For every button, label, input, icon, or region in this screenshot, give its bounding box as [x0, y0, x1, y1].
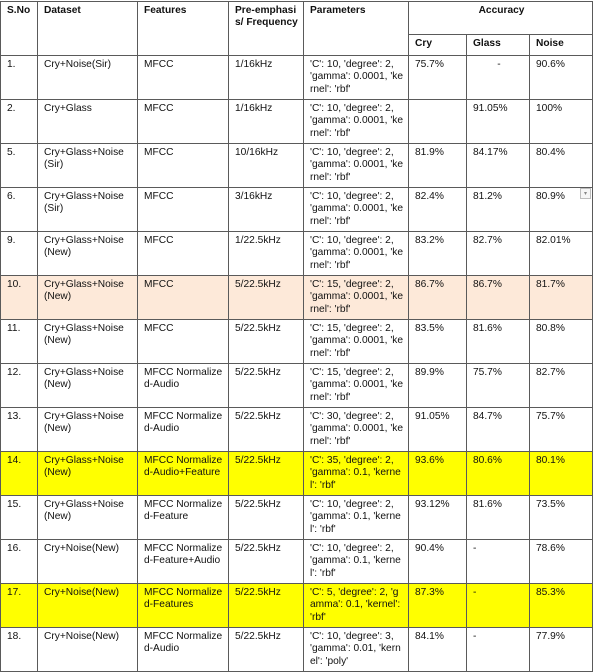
cell-glass: - [467, 584, 530, 628]
cell-frequency: 5/22.5kHz [229, 452, 304, 496]
cell-features: MFCC [138, 320, 229, 364]
header-sno: S.No [1, 2, 38, 56]
cell-glass: - [467, 540, 530, 584]
cell-sno: 13. [1, 408, 38, 452]
cell-sno: 6. [1, 188, 38, 232]
cell-sno: 14. [1, 452, 38, 496]
cell-cry: 83.2% [409, 232, 467, 276]
header-dataset: Dataset [38, 2, 138, 56]
table-row-highlighted [1, 452, 593, 496]
cell-frequency: 5/22.5kHz [229, 408, 304, 452]
results-table [0, 1, 593, 672]
cell-dataset: Cry+Glass+Noise(New) [38, 364, 138, 408]
cell-parameters: 'C': 10, 'degree': 2, 'gamma': 0.0001, 'kernel': 'rbf' [304, 144, 409, 188]
cell-noise: 82.01% [530, 232, 593, 276]
header-glass: Glass [467, 35, 530, 56]
table-row [1, 232, 593, 276]
cell-cry [409, 100, 467, 144]
cell-cry: 84.1% [409, 628, 467, 672]
cell-noise: 81.7% [530, 276, 593, 320]
cell-parameters: 'C': 5, 'degree': 2, 'gamma': 0.1, 'kernel': 'rbf' [304, 584, 409, 628]
cell-noise: 80.8% [530, 320, 593, 364]
cell-dataset: Cry+Glass+Noise(New) [38, 408, 138, 452]
cell-parameters: 'C': 10, 'degree': 2, 'gamma': 0.0001, 'kernel': 'rbf' [304, 100, 409, 144]
cell-frequency: 5/22.5kHz [229, 276, 304, 320]
cell-sno: 17. [1, 584, 38, 628]
cell-frequency: 3/16kHz [229, 188, 304, 232]
cell-cry: 93.6% [409, 452, 467, 496]
cell-dataset: Cry+Noise(New) [38, 628, 138, 672]
cell-features: MFCC Normalized-Feature+Audio [138, 540, 229, 584]
table-row [1, 496, 593, 540]
cell-cry: 86.7% [409, 276, 467, 320]
cell-frequency: 1/22.5kHz [229, 232, 304, 276]
cell-noise: 85.3% [530, 584, 593, 628]
cell-features: MFCC [138, 144, 229, 188]
table-row [1, 540, 593, 584]
cell-frequency: 5/22.5kHz [229, 364, 304, 408]
column-resize-handle-icon[interactable]: ▾ [580, 188, 591, 199]
cell-noise: 100% [530, 100, 593, 144]
cell-dataset: Cry+Glass+Noise(New) [38, 320, 138, 364]
cell-features: MFCC [138, 232, 229, 276]
cell-dataset: Cry+Noise(Sir) [38, 56, 138, 100]
cell-noise: 73.5% [530, 496, 593, 540]
cell-noise: 77.9% [530, 628, 593, 672]
cell-dataset: Cry+Glass+Noise(New) [38, 496, 138, 540]
table-row-highlighted [1, 584, 593, 628]
cell-features: MFCC [138, 100, 229, 144]
table-row [1, 628, 593, 672]
cell-cry: 75.7% [409, 56, 467, 100]
cell-cry: 93.12% [409, 496, 467, 540]
cell-dataset: Cry+Glass [38, 100, 138, 144]
cell-dataset: Cry+Glass+Noise(Sir) [38, 144, 138, 188]
cell-parameters: 'C': 35, 'degree': 2, 'gamma': 0.1, 'kernel': 'rbf' [304, 452, 409, 496]
cell-glass: 84.17% [467, 144, 530, 188]
table-row-highlighted [1, 276, 593, 320]
cell-dataset: Cry+Glass+Noise(New) [38, 452, 138, 496]
cell-noise: 80.1% [530, 452, 593, 496]
header-accuracy: Accuracy [409, 2, 593, 35]
header-pre-emphasis: Pre-emphasis/ Frequency [229, 2, 304, 56]
cell-dataset: Cry+Noise(New) [38, 584, 138, 628]
cell-parameters: 'C': 10, 'degree': 2, 'gamma': 0.0001, 'kernel': 'rbf' [304, 232, 409, 276]
cell-features: MFCC Normalized-Audio [138, 408, 229, 452]
header-features: Features [138, 2, 229, 56]
cell-sno: 15. [1, 496, 38, 540]
cell-features: MFCC [138, 188, 229, 232]
cell-parameters: 'C': 15, 'degree': 2, 'gamma': 0.0001, 'kernel': 'rbf' [304, 364, 409, 408]
cell-glass: - [467, 56, 530, 100]
cell-glass: 82.7% [467, 232, 530, 276]
cell-frequency: 5/22.5kHz [229, 540, 304, 584]
cell-noise: 78.6% [530, 540, 593, 584]
cell-sno: 9. [1, 232, 38, 276]
cell-frequency: 1/16kHz [229, 56, 304, 100]
cell-features: MFCC Normalized-Feature [138, 496, 229, 540]
cell-noise: 90.6% [530, 56, 593, 100]
cell-parameters: 'C': 30, 'degree': 2, 'gamma': 0.0001, 'kernel': 'rbf' [304, 408, 409, 452]
cell-noise: 82.7% [530, 364, 593, 408]
cell-parameters: 'C': 15, 'degree': 2, 'gamma': 0.0001, 'kernel': 'rbf' [304, 320, 409, 364]
cell-dataset: Cry+Glass+Noise(New) [38, 232, 138, 276]
cell-parameters: 'C': 10, 'degree': 2, 'gamma': 0.0001, 'kernel': 'rbf' [304, 188, 409, 232]
cell-sno: 16. [1, 540, 38, 584]
cell-cry: 87.3% [409, 584, 467, 628]
table-row [1, 408, 593, 452]
cell-glass: 75.7% [467, 364, 530, 408]
cell-sno: 5. [1, 144, 38, 188]
cell-glass: - [467, 628, 530, 672]
table-row [1, 364, 593, 408]
cell-sno: 1. [1, 56, 38, 100]
cell-frequency: 5/22.5kHz [229, 584, 304, 628]
cell-sno: 12. [1, 364, 38, 408]
cell-parameters: 'C': 10, 'degree': 3, 'gamma': 0.01, 'kernel': 'poly' [304, 628, 409, 672]
cell-noise: 80.9% [530, 188, 593, 232]
cell-sno: 11. [1, 320, 38, 364]
cell-parameters: 'C': 10, 'degree': 2, 'gamma': 0.1, 'kernel': 'rbf' [304, 496, 409, 540]
cell-sno: 10. [1, 276, 38, 320]
cell-frequency: 5/22.5kHz [229, 320, 304, 364]
cell-features: MFCC Normalized-Audio [138, 628, 229, 672]
table-row [1, 144, 593, 188]
cell-features: MFCC Normalized-Audio+Feature [138, 452, 229, 496]
cell-parameters: 'C': 10, 'degree': 2, 'gamma': 0.0001, 'kernel': 'rbf' [304, 56, 409, 100]
cell-parameters: 'C': 10, 'degree': 2, 'gamma': 0.1, 'kernel': 'rbf' [304, 540, 409, 584]
cell-parameters: 'C': 15, 'degree': 2, 'gamma': 0.0001, 'kernel': 'rbf' [304, 276, 409, 320]
cell-noise: 80.4% [530, 144, 593, 188]
cell-glass: 91.05% [467, 100, 530, 144]
cell-dataset: Cry+Glass+Noise(New) [38, 276, 138, 320]
cell-glass: 84.7% [467, 408, 530, 452]
cell-cry: 91.05% [409, 408, 467, 452]
cell-dataset: Cry+Glass+Noise(Sir) [38, 188, 138, 232]
cell-frequency: 5/22.5kHz [229, 628, 304, 672]
cell-features: MFCC Normalized-Audio [138, 364, 229, 408]
cell-cry: 81.9% [409, 144, 467, 188]
cell-noise: 75.7% [530, 408, 593, 452]
table-row [1, 56, 593, 100]
table-row [1, 320, 593, 364]
cell-glass: 86.7% [467, 276, 530, 320]
cell-glass: 80.6% [467, 452, 530, 496]
cell-sno: 2. [1, 100, 38, 144]
cell-sno: 18. [1, 628, 38, 672]
cell-glass: 81.6% [467, 496, 530, 540]
header-noise: Noise [530, 35, 593, 56]
cell-glass: 81.6% [467, 320, 530, 364]
cell-features: MFCC Normalized-Features [138, 584, 229, 628]
table-row [1, 100, 593, 144]
header-parameters: Parameters [304, 2, 409, 56]
table-row [1, 188, 593, 232]
cell-cry: 89.9% [409, 364, 467, 408]
table-container [0, 1, 593, 672]
cell-cry: 83.5% [409, 320, 467, 364]
cell-cry: 90.4% [409, 540, 467, 584]
cell-frequency: 1/16kHz [229, 100, 304, 144]
cell-dataset: Cry+Noise(New) [38, 540, 138, 584]
cell-features: MFCC [138, 276, 229, 320]
cell-features: MFCC [138, 56, 229, 100]
header-row [1, 2, 593, 35]
header-cry: Cry [409, 35, 467, 56]
cell-glass: 81.2% [467, 188, 530, 232]
cell-frequency: 10/16kHz [229, 144, 304, 188]
cell-frequency: 5/22.5kHz [229, 496, 304, 540]
cell-cry: 82.4% [409, 188, 467, 232]
